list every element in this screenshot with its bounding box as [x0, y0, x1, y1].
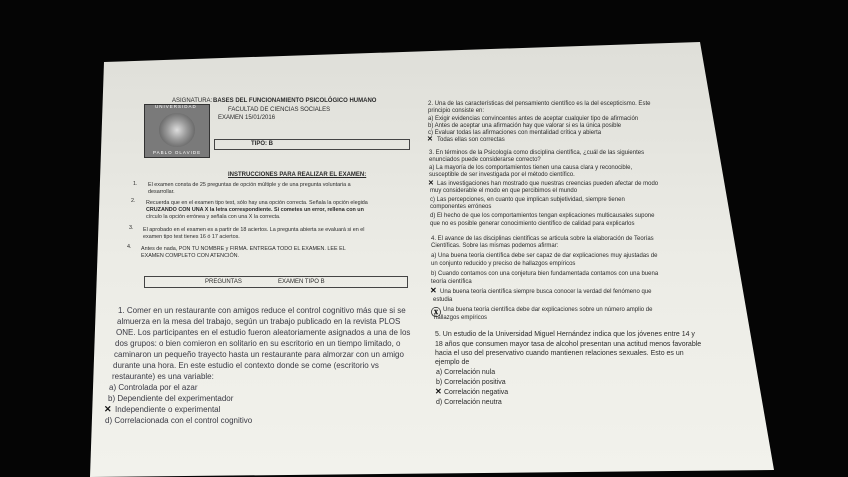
q5-line: hacia el uso del preservativo cuando mantienen relaciones sexuales. Esto es un: [435, 350, 684, 357]
asignatura-label: ASIGNATURA:: [172, 98, 213, 104]
q4-option: estudia: [433, 297, 453, 303]
q4-option: b) Cuando contamos con una conjetura bien fundamentada contamos con una buena: [431, 271, 659, 277]
q2-line: 2. Una de las características del pensamiento científico es la del escepticismo. Este: [428, 101, 651, 107]
instructions-title: INSTRUCCIONES PARA REALIZAR EL EXAMEN:: [228, 172, 367, 178]
q3-line: 3. En términos de la Psicología como disciplina científica, ¿cuál de las siguientes: [429, 150, 645, 156]
instr-line: EXAMEN COMPLETO CON ATENCIÓN.: [141, 253, 240, 259]
q3-option: susceptible de ser investigada por el método científico.: [429, 172, 575, 178]
q1-line: ONE. Los participantes en el estudio fueron aleatoriamente asignados a una de los: [116, 328, 411, 337]
preguntas-bar: [144, 276, 408, 288]
facultad: FACULTAD DE CIENCIAS SOCIALES: [228, 107, 331, 113]
instr-line: círculo la opción errónea y señala con una X la correcta.: [146, 214, 281, 220]
q4-option: Una buena teoría científica siempre busca conocer la verdad del fenómeno que: [440, 289, 652, 295]
q5-option: Correlación negativa: [444, 389, 509, 396]
q3-option: Las investigaciones han mostrado que nuestras creencias pueden afectar de modo: [437, 181, 659, 187]
q1-line: 1. Comer en un restaurante con amigos reduce el control cognitivo más que si se: [118, 306, 406, 315]
q5-line: ejemplo de: [435, 359, 470, 366]
q5-option: b) Correlación positiva: [436, 379, 506, 386]
q1-line: dos grupos: o bien comieron en solitario en su escritorio en un tiempo limitado, o: [115, 339, 401, 348]
q3-option: d) El hecho de que los comportamientos tengan explicaciones multicausales supone: [430, 213, 655, 219]
x-mark-icon: ✕: [430, 286, 437, 295]
q2-option: b) Antes de aceptar una afirmación hay que valorar si es la única posible: [428, 123, 622, 129]
tipo-box: [214, 139, 410, 150]
q1-option: b) Dependiente del experimentador: [108, 394, 234, 403]
instr-line: examen tipo test tienes 16 ó 17 aciertos.: [143, 234, 240, 240]
q2-option: a) Exigir evidencias convincentes antes de aceptar cualquier tipo de afirmación: [428, 116, 639, 122]
x-mark-icon: ✕: [427, 136, 433, 143]
university-logo: [144, 104, 210, 158]
q2-option: c) Evaluar todas las afirmaciones con mentalidad crítica y abierta: [428, 130, 602, 136]
q1-line: caminaron un pequeño trayecto hasta un restaurante para almorzar con un amigo: [114, 350, 404, 359]
instr-line: El aprobado en el examen es a partir de 18 aciertos. La pregunta abierta se evaluará si en el: [143, 227, 365, 233]
q3-line: enunciados puede considerarse correcto?: [429, 157, 541, 163]
q3-option: a) La mayoría de los comportamientos tienen una causa clara y reconocible,: [429, 165, 633, 171]
tipo-label: TIPO: B: [251, 141, 273, 147]
asignatura-title: BASES DEL FUNCIONAMIENTO PSICOLÓGICO HUMANO: [213, 98, 377, 104]
q3-option: que no es posible generar conocimiento científico de calidad para explicarlos: [430, 221, 635, 227]
q2-option: Todas ellas son correctas: [437, 137, 505, 143]
circled-x-mark-icon: ⓧ: [431, 308, 441, 319]
q3-option: componentes erróneos: [430, 204, 492, 210]
instr-line: Recuerda que en el examen tipo test, sólo hay una opción correcta. Señala la opción elegida: [146, 200, 368, 206]
instr-num: 1.: [133, 181, 138, 187]
instr-line: CRUZANDO CON UNA X la letra correspondiente. Si cometes un error, rellena con un: [146, 207, 364, 213]
q1-line: almuerza en la mesa del trabajo, según un trabajo publicado en la revista PLOS: [117, 317, 401, 326]
exam-date: EXAMEN 15/01/2016: [218, 115, 276, 121]
q3-option: muy considerable el modo en que percibimos el mundo: [430, 188, 578, 194]
q5-option: a) Correlación nula: [436, 369, 496, 376]
x-mark-icon: ✕: [104, 404, 112, 414]
preguntas-left: PREGUNTAS: [205, 279, 242, 285]
instr-num: 3.: [129, 225, 134, 231]
q4-line: Científicas. Sobre las mismas podemos afirmar:: [431, 243, 559, 249]
q1-line: durante una hora. En este estudio el contexto donde se come (escritorio vs: [113, 361, 379, 370]
q5-option: d) Correlación neutra: [436, 399, 502, 406]
x-mark-icon: ✕: [428, 180, 434, 187]
q1-option: Independiente o experimental: [115, 405, 221, 414]
instr-line: desarrollar.: [148, 189, 175, 195]
instr-num: 2.: [131, 198, 136, 204]
q5-line: 5. Un estudio de la Universidad Miguel Hernández indica que los jóvenes entre 14 y: [435, 331, 695, 338]
preguntas-right: EXAMEN TIPO B: [278, 279, 325, 285]
instr-num: 4.: [127, 244, 132, 250]
q4-option: Una buena teoría científica debe dar explicaciones sobre un número amplio de: [443, 307, 653, 313]
seal-icon: [159, 113, 195, 147]
q1-option: a) Controlada por el azar: [109, 383, 198, 392]
q4-option: teoría científica: [431, 279, 472, 285]
q1-line: restaurante) es una variable:: [112, 372, 214, 381]
logo-bottom-text: PABLO OLAVIDE: [153, 150, 202, 155]
q4-option: un conjunto reducido y preciso de hallazgos empíricos: [431, 261, 576, 267]
q1-option: d) Correlacionada con el control cognitivo: [105, 416, 253, 425]
q4-line: 4. El avance de las disciplinas científicas se articula sobre la elaboración de Teorías: [431, 236, 654, 242]
x-mark-icon: ✕: [435, 387, 442, 396]
instr-line: El examen consta de 25 preguntas de opción múltiple y de una pregunta voluntaria a: [148, 182, 351, 188]
logo-top-text: UNIVERSIDAD: [155, 104, 197, 109]
q4-option: a) Una buena teoría científica debe ser capaz de dar explicaciones muy ajustadas de: [431, 253, 658, 259]
q3-option: c) Las percepciones, en cuanto que implican subjetividad, siempre tienen: [430, 197, 625, 203]
instr-line: Antes de nada, PON TU NOMBRE y FIRMA. ENTREGA TODO EL EXAMEN. LEE EL: [141, 246, 346, 252]
q4-option: hallazgos empíricos: [434, 315, 488, 321]
q2-line: principio consiste en:: [428, 108, 485, 114]
q5-line: 18 años que consumen mayor tasa de alcohol presentan una actitud menos favorable: [435, 341, 702, 348]
